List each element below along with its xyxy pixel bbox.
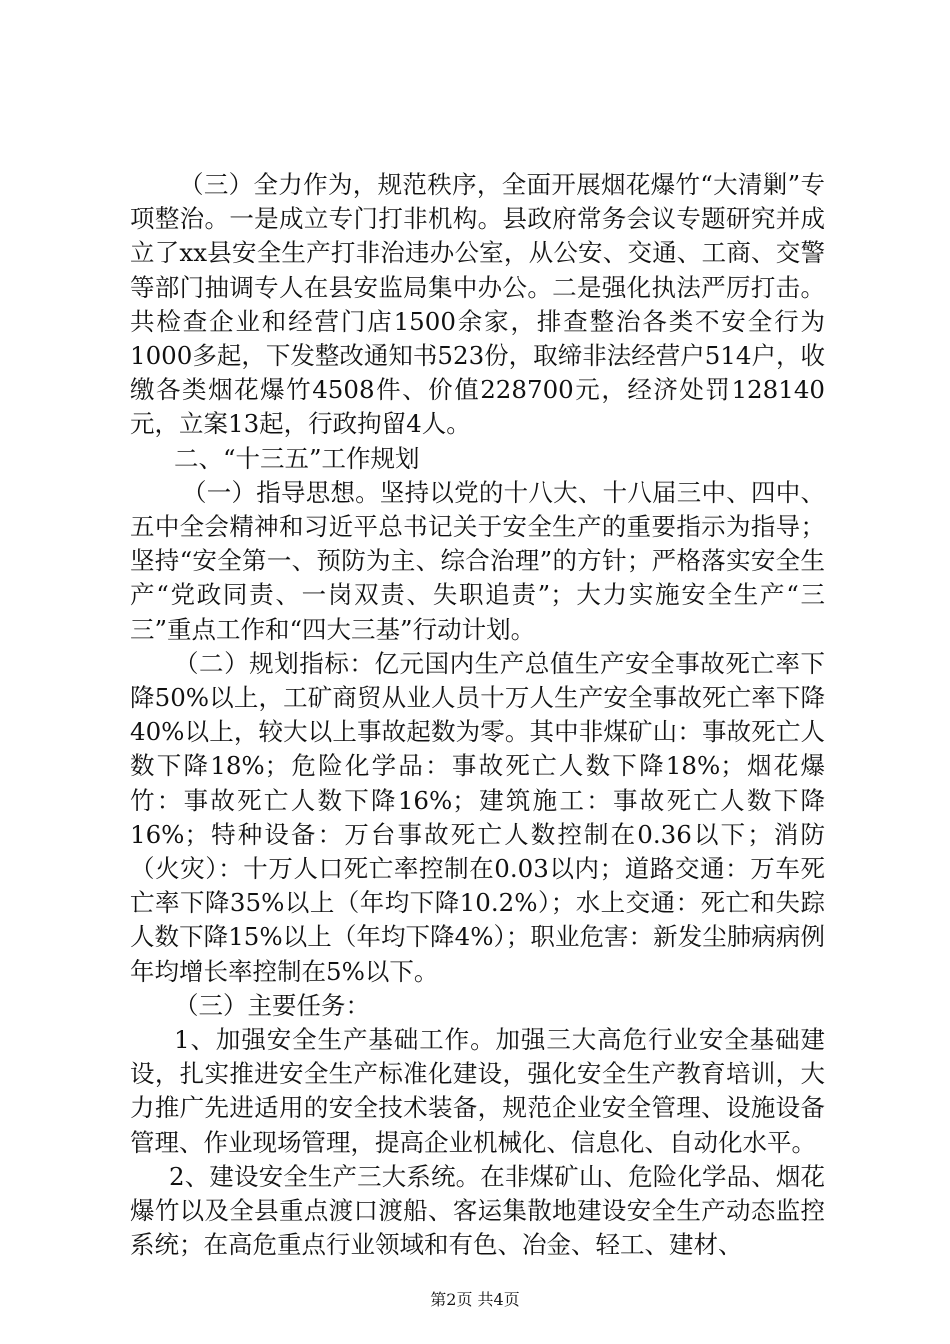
paragraph-special-rectification: （三）全力作为，规范秩序，全面开展烟花爆竹“大清剿”专项整治。一是成立专门打非机构。县政府常务会议专题研究并成立了xx县安全生产打非治违办公室，从公安、交通、工商、交警等部门抽调专人在县安监局集中办公。二是强化执法严厉打击。共检查企业和经营门店1500余家，排查整治各类不安全行为1000多起，下发整改通知书523份，取缔非法经营户514户，收缴各类烟花爆竹4508件、价值228700元，经济处罚128140元，立案13起，行政拘留4人。: [130, 170, 825, 439]
paragraph-task-three-systems: 2、建设安全生产三大系统。在非煤矿山、危险化学品、烟花爆竹以及全县重点渡口渡船、客运集散地建设安全生产动态监控系统；在高危重点行业领域和有色、冶金、轻工、建材、: [130, 1161, 825, 1260]
paragraph-planning-indicators: （二）规划指标：亿元国内生产总值生产安全事故死亡率下降50%以上，工矿商贸从业人员十万人生产安全事故死亡率下降40%以上，较大以上事故起数为零。其中非煤矿山：事故死亡人数下降18%；危险化学品：事故死亡人数下降18%；烟花爆竹：事故死亡人数下降16%；建筑施工：事故死亡人数下降16%；特种设备：万台事故死亡人数控制在0.36以下；消防（火灾）：十万人口死亡率控制在0.03以内；道路交通：万车死亡率下降35%以上（年均下降10.2%）；水上交通：死亡和失踪人数下降15%以上（年均下降4%）；职业危害：新发尘肺病病例年均增长率控制在5%以下。: [130, 648, 825, 986]
section-heading-13th-five-year-plan: 二、“十三五”工作规划: [174, 443, 420, 473]
page-footer: [0, 1290, 950, 1310]
subheading-main-tasks: （三）主要任务：: [174, 990, 370, 1020]
paragraph-guiding-ideology: （一）指导思想。坚持以党的十八大、十八届三中、四中、五中全会精神和习近平总书记关于安全生产的重要指示为指导；坚持“安全第一、预防为主、综合治理”的方针；严格落实安全生产“党政同责、一岗双责、失职追责”；大力实施安全生产“三三”重点工作和“四大三基”行动计划。: [130, 477, 825, 644]
document-body: [130, 168, 825, 1263]
paragraph-task-foundation-work: 1、加强安全生产基础工作。加强三大高危行业安全基础建设，扎实推进安全生产标准化建设，强化安全生产教育培训，大力推广先进适用的安全技术装备，规范企业安全管理、设施设备管理、作业现场管理，提高企业机械化、信息化、自动化水平。: [130, 1025, 825, 1157]
page-number-indicator: 第2页 共4页: [430, 1290, 520, 1309]
